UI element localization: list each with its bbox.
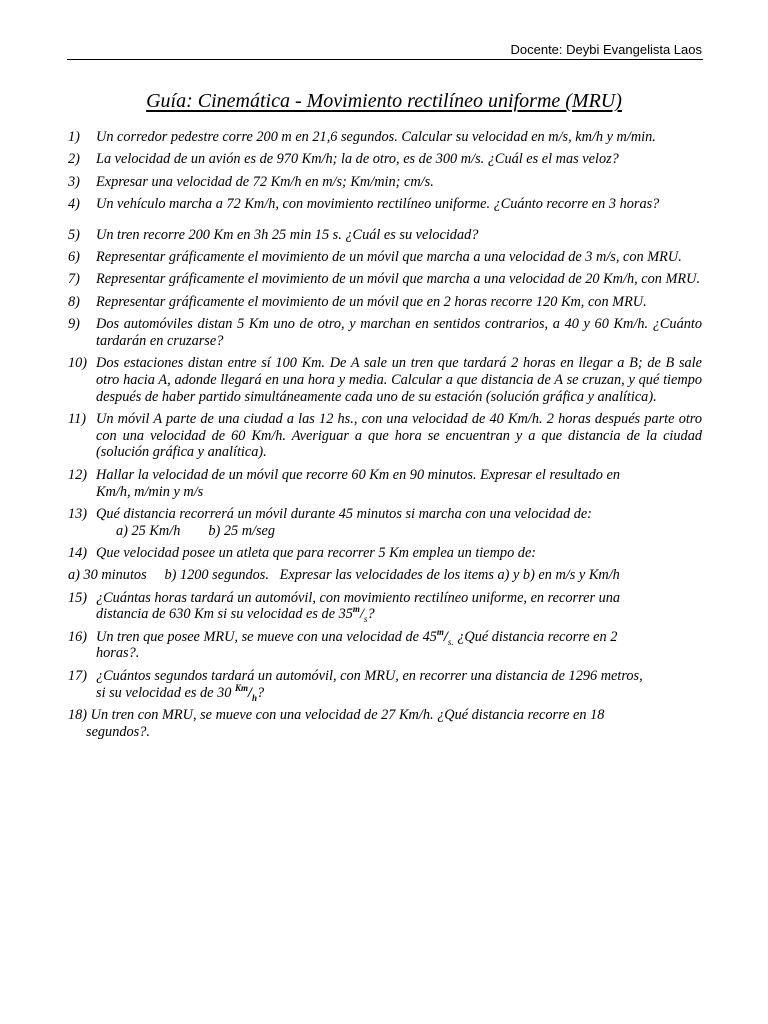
item-text: segundos?. <box>86 723 150 740</box>
item-number: 14) <box>68 544 88 561</box>
item-text: Representar gráficamente el movimiento de un móvil que en 2 horas recorre 120 Km, con MRU. <box>96 293 647 310</box>
item-text-part: Un tren con MRU, se mueve con una velocidad de 27 Km/h. ¿Qué distancia recorre en 18 <box>87 706 605 723</box>
item-text: La velocidad de un avión es de 970 Km/h; la de otro, es de 300 m/s. ¿Cuál es el mas veloz? <box>96 151 619 168</box>
item-number: 17) <box>68 667 88 684</box>
item-text: Km/h, m/min y m/s <box>96 483 204 500</box>
list-item <box>68 707 702 741</box>
unit-denominator: h <box>251 692 257 703</box>
list-item <box>68 271 702 288</box>
item-text: Un móvil A parte de una ciudad a las 12 hs., con una velocidad de 40 Km/h. 2 horas después parte otro con una velocidad de 60 Km/h. Averiguar a que hora se encuentran y a que distancia de la ciudad (solución gráfica y analítica). <box>96 410 702 461</box>
list-item <box>68 545 702 562</box>
item-text-part: ? <box>257 684 265 701</box>
list-item <box>68 467 702 501</box>
header-divider <box>67 59 703 60</box>
unit-denominator: s <box>363 614 368 625</box>
item-text-part: ¿Qué distancia recorre en 2 <box>453 628 618 645</box>
item-text: distancia de 630 Km si su velocidad es de $35^m/_s$? <box>96 604 375 625</box>
item-text: Un tren que posee MRU, se mueve con una velocidad de $45^m/_{s.}$ ¿Qué distancia recorre en 2 <box>96 626 618 647</box>
teacher-name: Docente: Deybi Evangelista Laos <box>510 42 702 57</box>
list-item <box>68 196 702 213</box>
unit-denominator: s. <box>447 636 454 647</box>
item-number: 2) <box>68 151 80 168</box>
list-item <box>68 316 702 350</box>
item-text: Dos estaciones distan entre sí 100 Km. De A sale un tren que tardará 2 horas en llegar a B; de B sale otro hacia A, adonde llegará en una hora y media. Calcular a que distancia de A se cruzan, y qué tiempo después de haber partido simultáneamente cada uno de su estación (solución gráfica y analítica). <box>96 354 702 405</box>
list-item <box>68 151 702 168</box>
item-text: si su velocidad es de 30 $^{Km}/_h$? <box>96 682 265 703</box>
item-text: Hallar la velocidad de un móvil que recorre 60 Km en 90 minutos. Expresar el resultado en <box>96 466 620 483</box>
list-item <box>68 590 702 624</box>
item-text: Un tren recorre 200 Km en 3h 25 min 15 s. ¿Cuál es su velocidad? <box>96 226 479 243</box>
item-text: Dos automóviles distan 5 Km uno de otro, y marchan en sentidos contrarios, a 40 y 60 Km/h. ¿Cuánto tardarán en cruzarse? <box>96 315 702 349</box>
item-number: 4) <box>68 195 80 212</box>
option-a: a) 25 Km/h <box>116 522 181 539</box>
list-item <box>68 174 702 191</box>
list-item <box>68 626 702 663</box>
item-text: Qué distancia recorrerá un móvil durante 45 minutos si marcha con una velocidad de: <box>96 505 592 522</box>
unit-numerator: m <box>436 626 444 637</box>
item-number: 13) <box>68 505 88 522</box>
item-text <box>68 707 702 724</box>
item-text: ¿Cuántas horas tardará un automóvil, con movimiento rectilíneo uniforme, en recorrer una <box>96 589 621 606</box>
list-item <box>68 294 702 311</box>
list-item-continuation: a) 30 minutos b) 1200 segundos. Expresar las velocidades de los items a) y b) en m/s y Km/h <box>68 567 620 584</box>
item-text: Un vehículo marcha a 72 Km/h, con movimiento rectilíneo uniforme. ¿Cuánto recorre en 3 horas? <box>96 195 660 212</box>
item-text: Representar gráficamente el movimiento de un móvil que marcha a una velocidad de 3 m/s, con MRU. <box>96 248 682 265</box>
list-item <box>68 668 702 702</box>
item-number: 6) <box>68 248 80 265</box>
item-number: 8) <box>68 293 80 310</box>
item-options <box>96 523 702 540</box>
list-item <box>68 249 702 266</box>
item-text: Expresar una velocidad de 72 Km/h en m/s; Km/min; cm/s. <box>96 173 434 190</box>
item-text-part: si su velocidad es de 30 <box>96 684 235 701</box>
item-number: 7) <box>68 271 80 288</box>
item-text-part: ? <box>367 606 375 623</box>
unit-numerator: Km <box>234 682 248 693</box>
list-item <box>68 129 702 146</box>
item-number: 12) <box>68 466 88 483</box>
item-text-part: Un tren que posee MRU, se mueve con una velocidad de 45 <box>96 628 437 645</box>
list-item <box>68 227 702 244</box>
item-text: ¿Cuántos segundos tardará un automóvil, con MRU, en recorrer una distancia de 1296 metros, <box>96 667 643 684</box>
item-number: 9) <box>68 315 80 332</box>
item-number: 3) <box>68 173 80 190</box>
item-number: 16) <box>68 628 88 645</box>
item-number: 1) <box>68 129 80 145</box>
item-text: Que velocidad posee un atleta que para recorrer 5 Km emplea un tiempo de: <box>96 544 537 561</box>
item-text: Un corredor pedestre corre 200 m en 21,6 segundos. Calcular su velocidad en m/s, km/h y m/min. <box>96 129 656 145</box>
page-title: Guía: Cinemática - Movimiento rectilíneo uniforme (MRU) <box>146 90 622 112</box>
exercise-list <box>68 129 702 746</box>
item-number: 18) <box>68 706 88 723</box>
item-text-part: distancia de 630 Km si su velocidad es de 35 <box>96 606 353 623</box>
item-number: 10) <box>68 354 88 371</box>
list-item <box>68 355 702 405</box>
item-text: Representar gráficamente el movimiento de un móvil que marcha a una velocidad de 20 Km/h, con MRU. <box>96 271 701 288</box>
item-text: horas?. <box>96 645 140 662</box>
list-item <box>68 411 702 461</box>
item-number: 15) <box>68 589 88 606</box>
item-number: 5) <box>68 226 80 243</box>
item-number: 11) <box>68 410 86 427</box>
list-item <box>68 506 702 540</box>
unit-numerator: m <box>352 604 360 615</box>
option-b: b) 25 m/seg <box>208 522 276 539</box>
